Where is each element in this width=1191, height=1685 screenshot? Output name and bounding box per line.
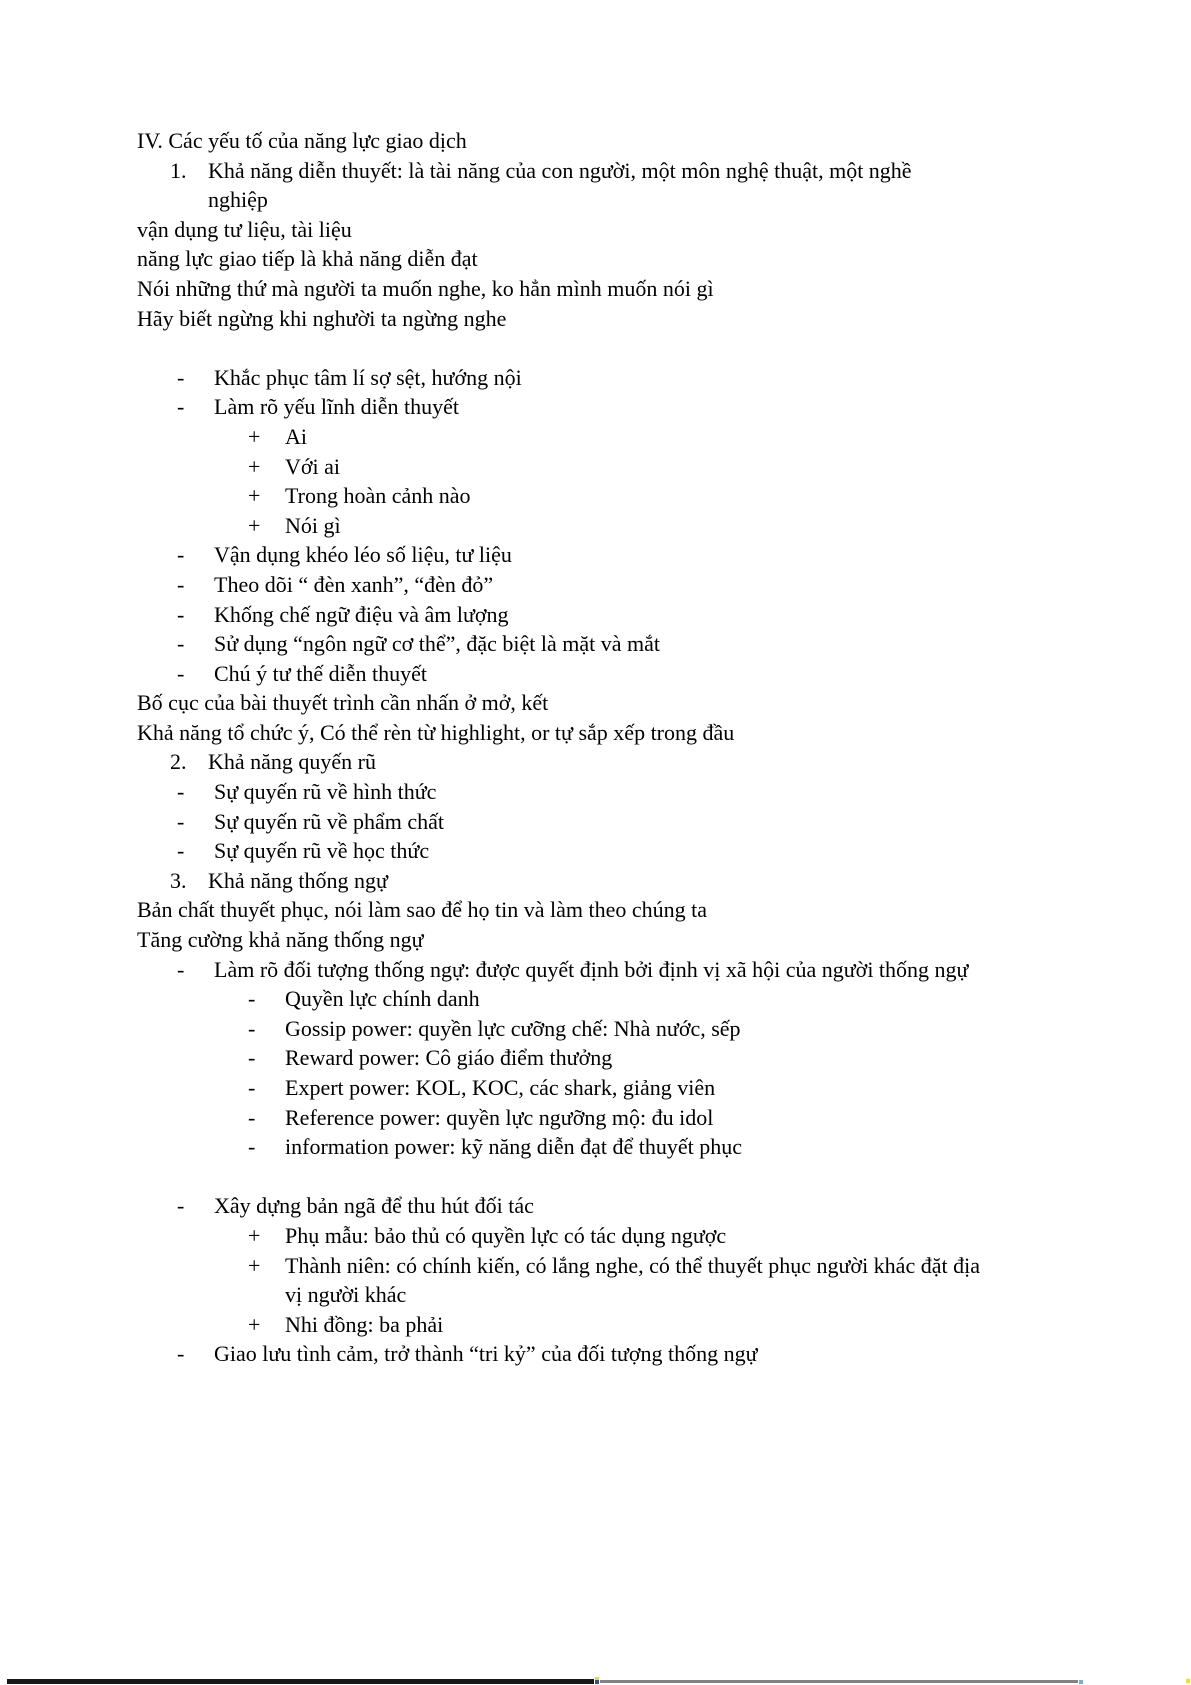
text-line [0, 452, 1191, 482]
line-text: Nói gì [285, 512, 341, 538]
text-line [0, 747, 1191, 777]
list-marker: - [248, 1104, 256, 1130]
line-text: Khả năng diễn thuyết: là tài năng của con người, một môn nghệ thuật, một nghề [208, 157, 912, 183]
text-line [0, 1310, 1191, 1340]
text-line [0, 422, 1191, 452]
list-marker: + [248, 1222, 261, 1248]
line-text: Khả năng thống ngự [208, 867, 388, 893]
line-text: Nhi đồng: ba phải [285, 1311, 444, 1337]
line-text: Làm rõ yếu lĩnh diễn thuyết [214, 394, 459, 420]
blank-line [0, 333, 1191, 363]
text-line [0, 777, 1191, 807]
list-marker: 2. [170, 749, 187, 775]
line-text: nghiệp [208, 187, 268, 213]
text-line [0, 1191, 1191, 1221]
list-marker: - [177, 808, 185, 834]
list-marker: - [177, 956, 185, 982]
line-text: Khả năng quyến rũ [208, 749, 377, 775]
text-line [0, 540, 1191, 570]
list-marker: + [248, 1311, 261, 1337]
line-text: Gossip power: quyền lực cưỡng chế: Nhà nước, sếp [285, 1015, 741, 1041]
line-text: Phụ mẫu: bảo thủ có quyền lực có tác dụng ngược [285, 1222, 727, 1248]
list-marker: + [248, 512, 261, 538]
text-line [0, 807, 1191, 837]
list-marker: - [248, 1015, 256, 1041]
line-text: Bản chất thuyết phục, nói làm sao để họ tin và làm theo chúng ta [137, 897, 708, 923]
text-line [0, 1132, 1191, 1162]
text-line [0, 659, 1191, 689]
text-line [0, 688, 1191, 718]
text-line [0, 836, 1191, 866]
list-marker: - [177, 571, 185, 597]
line-text: vị người khác [285, 1282, 407, 1308]
text-line [0, 1221, 1191, 1251]
text-line [0, 215, 1191, 245]
line-text: Sự quyến rũ về học thức [214, 838, 430, 864]
list-marker: - [177, 838, 185, 864]
list-marker: + [248, 453, 261, 479]
text-line [0, 1073, 1191, 1103]
bottom-bar-gray-segment [600, 1680, 1078, 1683]
text-line [0, 718, 1191, 748]
line-text: information power: kỹ năng diễn đạt để thuyết phục [285, 1134, 742, 1160]
list-marker: - [177, 542, 185, 568]
text-line [0, 600, 1191, 630]
list-marker: 1. [170, 157, 187, 183]
line-text: Quyền lực chính danh [285, 986, 480, 1012]
line-text: Khả năng tổ chức ý, Có thể rèn từ highlight, or tự sắp xếp trong đầu [137, 719, 735, 745]
line-text: Làm rõ đối tượng thống ngự: được quyết định bởi định vị xã hội của người thống ngự [214, 956, 969, 982]
text-line [0, 1014, 1191, 1044]
line-text: Khống chế ngữ điệu và âm lượng [214, 601, 509, 627]
list-marker: - [177, 1193, 185, 1219]
text-line [0, 925, 1191, 955]
list-marker: + [248, 483, 261, 509]
line-text: Sự quyến rũ về hình thức [214, 779, 437, 805]
line-text: Khắc phục tâm lí sợ sệt, hướng nội [214, 364, 522, 390]
text-line [0, 895, 1191, 925]
text-line [0, 1280, 1191, 1310]
list-marker: - [248, 986, 256, 1012]
list-marker: - [248, 1075, 256, 1100]
line-text: Với ai [285, 453, 341, 479]
blank-line [0, 1162, 1191, 1192]
text-line [0, 570, 1191, 600]
list-marker: - [177, 779, 185, 805]
text-line [0, 984, 1191, 1014]
text-line [0, 1043, 1191, 1073]
line-text: Xây dựng bản ngã để thu hút đối tác [214, 1193, 534, 1219]
line-text: Chú ý tư thế diễn thuyết [214, 660, 427, 686]
list-marker: - [177, 1341, 185, 1367]
text-line [0, 1103, 1191, 1133]
line-text: Hãy biết ngừng khi nghười ta ngừng nghe [137, 305, 507, 331]
text-line [0, 629, 1191, 659]
bottom-bar-yellow-dot [1186, 1679, 1190, 1683]
bottom-bar-blue-dot [1079, 1680, 1083, 1684]
text-line [0, 1339, 1191, 1369]
line-text: vận dụng tư liệu, tài liệu [137, 216, 352, 242]
line-text: Nói những thứ mà người ta muốn nghe, ko hẳn mình muốn nói gì [137, 275, 714, 301]
list-marker: - [177, 394, 185, 420]
text-line [0, 185, 1191, 215]
text-line [0, 363, 1191, 393]
line-text: Bố cục của bài thuyết trình cần nhấn ở mở, kết [137, 690, 549, 716]
text-line [0, 126, 1191, 156]
text-line [0, 866, 1191, 896]
line-text: Thành niên: có chính kiến, có lắng nghe, có thể thuyết phục người khác đặt địa [285, 1252, 980, 1278]
text-line [0, 244, 1191, 274]
line-text: Reward power: Cô giáo điểm thưởng [285, 1045, 613, 1071]
text-line [0, 1251, 1191, 1281]
list-marker: - [177, 660, 185, 686]
text-line [0, 304, 1191, 334]
bottom-bar-black-segment [7, 1679, 594, 1684]
list-marker: - [177, 601, 185, 627]
text-line [0, 511, 1191, 541]
text-line [0, 392, 1191, 422]
line-text: Sử dụng “ngôn ngữ cơ thể”, đặc biệt là mặt và mắt [214, 631, 661, 657]
list-marker: + [248, 423, 261, 449]
line-text: Theo dõi “ đèn xanh”, “đèn đỏ” [214, 571, 494, 597]
line-text: Tăng cường khả năng thống ngự [137, 927, 424, 953]
list-marker: + [248, 1252, 261, 1278]
line-text: Vận dụng khéo léo số liệu, tư liệu [214, 542, 512, 568]
list-marker: - [248, 1045, 256, 1071]
line-text: năng lực giao tiếp là khả năng diễn đạt [137, 246, 478, 272]
text-line [0, 481, 1191, 511]
bottom-bar-blue-tick [595, 1680, 599, 1684]
line-text: Ai [285, 423, 307, 449]
list-marker: - [177, 364, 185, 390]
list-marker: - [248, 1134, 256, 1160]
line-text: Giao lưu tình cảm, trở thành “tri kỷ” của đối tượng thống ngự [214, 1341, 758, 1367]
line-text: IV. Các yếu tố của năng lực giao dịch [137, 128, 467, 153]
line-text: Sự quyến rũ về phẩm chất [214, 808, 445, 834]
text-line [0, 274, 1191, 304]
line-text: Expert power: KOL, KOC, các shark, giảng viên [285, 1075, 716, 1100]
line-text: Reference power: quyền lực ngưỡng mộ: đu idol [285, 1104, 714, 1130]
text-line [0, 955, 1191, 985]
document-content [0, 126, 1191, 1369]
text-line [0, 156, 1191, 186]
list-marker: - [177, 631, 185, 657]
line-text: Trong hoàn cảnh nào [285, 483, 471, 509]
list-marker: 3. [170, 867, 187, 893]
